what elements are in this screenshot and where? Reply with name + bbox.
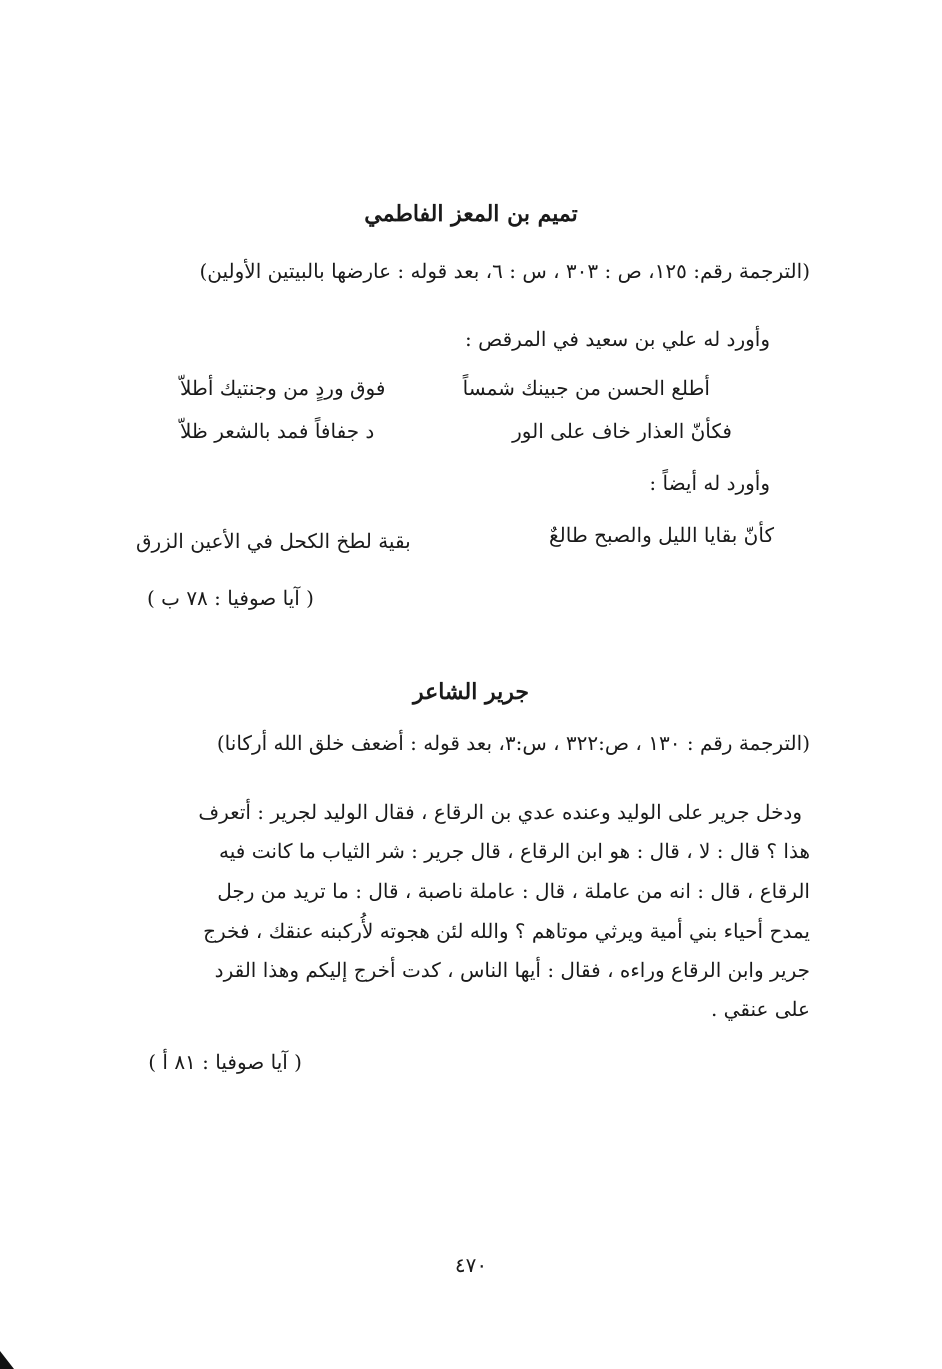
translation-reference: (الترجمة رقم : ١٣٠ ، ص:٣٢٢ ، س:٣، بعد قوله : أضعف خلق الله أركانا) xyxy=(216,731,810,755)
paragraph-line: على عنقي . xyxy=(710,997,810,1021)
verse-first-hemistich: كأنّ بقايا الليل والصبح طالعٌ xyxy=(549,523,774,547)
paragraph-line: ودخل جرير على الوليد وعنده عدي بن الرقاع ، فقال الوليد لجرير : أتعرف xyxy=(198,800,802,824)
intro-text: وأورد له علي بن سعيد في المرقص : xyxy=(465,327,770,351)
intro-text: وأورد له أيضاً : xyxy=(649,471,770,495)
verse-second-hemistich: فوق وردٍ من وجنتيك أطلاّ xyxy=(180,376,386,400)
source-citation: ( آيا صوفيا : ٨١ أ ) xyxy=(148,1050,302,1074)
paragraph-line: جرير وابن الرقاع وراءه ، فقال : أيها الناس ، كدت أخرج إليكم وهذا القرد xyxy=(214,958,810,982)
verse-first-hemistich: أطلع الحسن من جبينك شمساً xyxy=(462,376,710,400)
paragraph-line: هذا ؟ قال : لا ، قال : هو ابن الرقاع ، قال جرير : شر الثياب ما كانت فيه xyxy=(219,839,810,863)
paragraph-line: يمدح أحياء بني أمية ويرثي موتاهم ؟ والله لئن هجوته لأُركبنه عنقك ، فخرج xyxy=(203,919,810,943)
section-title-jarir: جرير الشاعر xyxy=(412,679,530,705)
translation-reference: (الترجمة رقم: ١٢٥، ص : ٣٠٣ ، س : ٦، بعد قوله : عارضها بالبيتين الأولين) xyxy=(199,259,810,283)
verse-second-hemistich: بقية لطخ الكحل في الأعين الزرق xyxy=(136,529,411,553)
page-number: ٤٧٠ xyxy=(454,1253,488,1277)
page-corner-mark xyxy=(0,1351,14,1369)
section-title-tamim: تميم بن المعز الفاطمي xyxy=(364,201,578,227)
verse-first-hemistich: فكأنّ العذار خاف على الور xyxy=(512,419,732,443)
paragraph-line: الرقاع ، قال : انه من عاملة ، قال : عاملة ناصبة ، قال : ما تريد من رجل xyxy=(217,879,810,903)
source-citation: ( آيا صوفيا : ٧٨ ب ) xyxy=(146,586,314,610)
verse-second-hemistich: د جفافاً فمد بالشعر ظلاّ xyxy=(180,419,375,443)
